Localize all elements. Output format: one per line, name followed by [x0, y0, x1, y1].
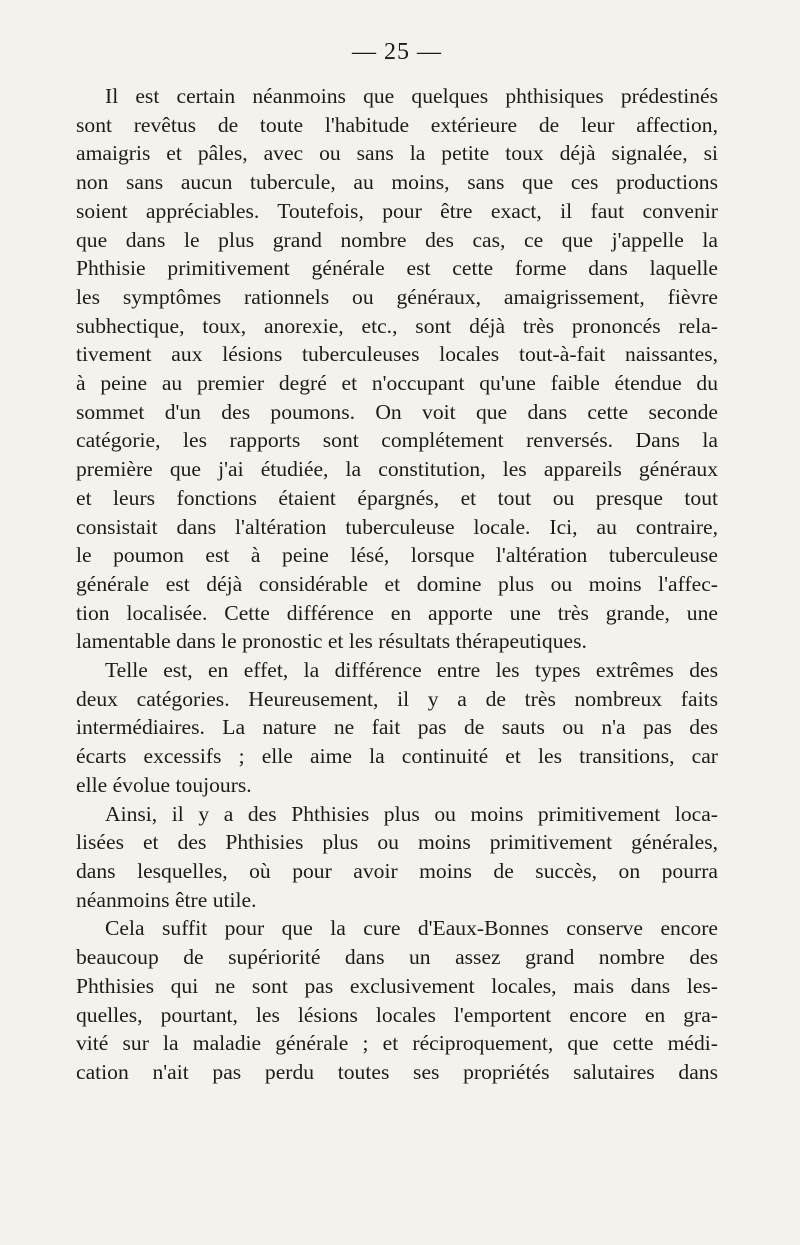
text-line: néanmoins être utile. — [76, 887, 257, 912]
text-line: que dans le plus grand nombre des cas, ce que j'appelle la — [76, 227, 718, 252]
text-line: catégorie, les rapports sont complétement renversés. Dans la — [76, 428, 718, 453]
text-line: dans lesquelles, où pour avoir moins de succès, on pourra — [76, 858, 718, 883]
paragraph-3 — [76, 800, 718, 915]
text-line: intermédiaires. La nature ne fait pas de sauts ou n'a pas des — [76, 715, 718, 740]
text-line: cation n'ait pas perdu toutes ses propriétés salutaires dans — [76, 1059, 718, 1084]
text-line: deux catégories. Heureusement, il y a de très nombreux faits — [76, 686, 718, 711]
paragraph-2 — [76, 656, 718, 800]
paragraph-1 — [76, 82, 718, 656]
text-line: sont revêtus de toute l'habitude extérieure de leur affection, — [76, 112, 718, 137]
text-line: sommet d'un des poumons. On voit que dans cette seconde — [76, 399, 718, 424]
text-line: tion localisée. Cette différence en apporte une très grande, une — [76, 600, 718, 625]
page-number: — 25 — — [352, 39, 442, 65]
text-line: générale est déjà considérable et domine plus ou moins l'affec- — [76, 571, 718, 596]
text-line: non sans aucun tubercule, au moins, sans que ces productions — [76, 170, 718, 195]
text-line: elle évolue toujours. — [76, 772, 252, 797]
text-line: beaucoup de supériorité dans un assez grand nombre des — [76, 945, 718, 970]
text-line: subhectique, toux, anorexie, etc., sont déjà très prononcés rela- — [76, 313, 718, 338]
text-line: Telle est, en effet, la différence entre les types extrêmes des — [105, 658, 718, 683]
text-line: quelles, pourtant, les lésions locales l'emportent encore en gra- — [76, 1002, 718, 1027]
text-line: consistait dans l'altération tuberculeuse locale. Ici, au contraire, — [76, 514, 718, 539]
text-line: Phthisie primitivement générale est cette forme dans laquelle — [76, 256, 718, 281]
text-line: écarts excessifs ; elle aime la continuité et les transitions, car — [76, 744, 718, 769]
text-line: à peine au premier degré et n'occupant qu'une faible étendue du — [76, 371, 718, 396]
text-line: Phthisies qui ne sont pas exclusivement locales, mais dans les- — [76, 973, 718, 998]
text-line: soient appréciables. Toutefois, pour être exact, il faut convenir — [76, 198, 718, 223]
body-text — [76, 82, 718, 1087]
text-line: lamentable dans le pronostic et les résultats thérapeutiques. — [76, 629, 587, 654]
text-line: les symptômes rationnels ou généraux, amaigrissement, fièvre — [76, 284, 718, 309]
text-line: Cela suffit pour que la cure d'Eaux-Bonnes conserve encore — [105, 916, 718, 941]
text-line: lisées et des Phthisies plus ou moins primitivement générales, — [76, 830, 718, 855]
text-line: et leurs fonctions étaient épargnés, et tout ou presque tout — [76, 485, 718, 510]
text-line: vité sur la maladie générale ; et réciproquement, que cette médi- — [76, 1031, 718, 1056]
text-line: Ainsi, il y a des Phthisies plus ou moins primitivement loca- — [105, 801, 718, 826]
text-line: première que j'ai étudiée, la constitution, les appareils généraux — [76, 457, 718, 482]
text-line: le poumon est à peine lésé, lorsque l'altération tuberculeuse — [76, 543, 718, 568]
text-line: tivement aux lésions tuberculeuses locales tout-à-fait naissantes, — [76, 342, 718, 367]
text-line: amaigris et pâles, avec ou sans la petite toux déjà signalée, si — [76, 141, 718, 166]
text-line: Il est certain néanmoins que quelques phthisiques prédestinés — [105, 84, 718, 108]
paragraph-4 — [76, 914, 718, 1086]
